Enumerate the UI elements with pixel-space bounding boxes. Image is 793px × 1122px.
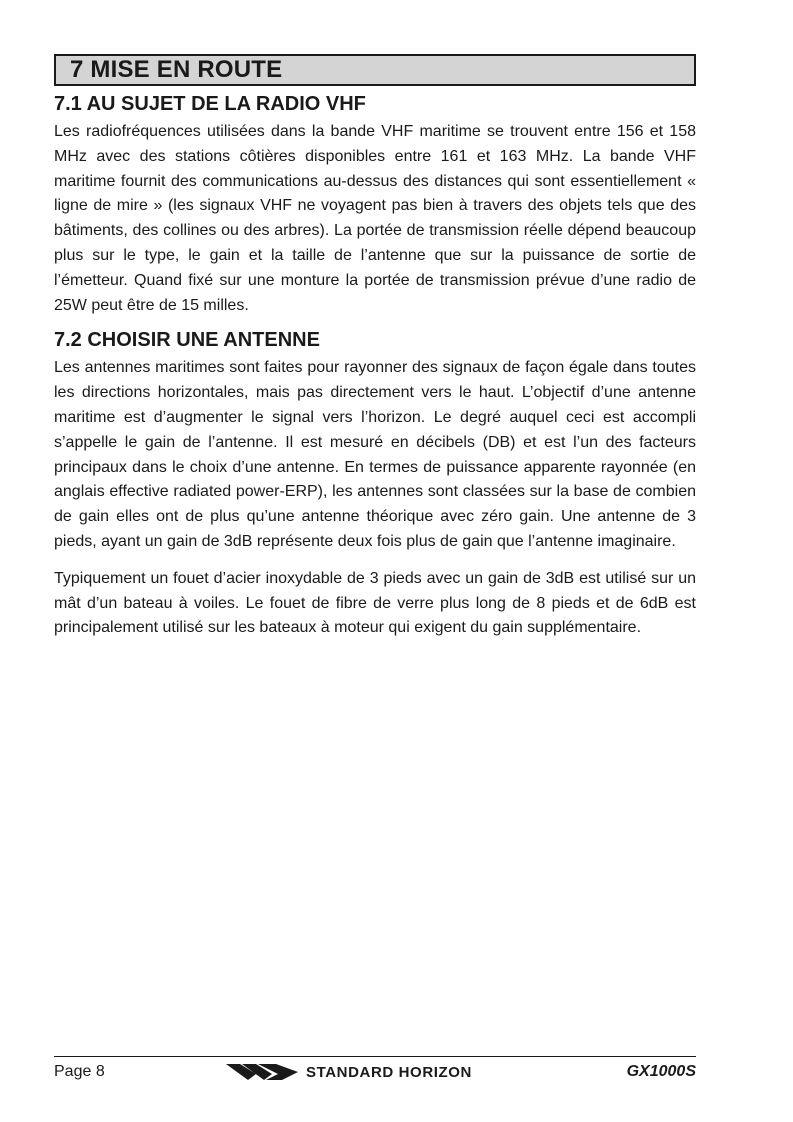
page-number: Page 8 (54, 1063, 105, 1080)
paragraph-radio-vhf: Les radiofréquences utilisées dans la bande VHF maritime se trouvent entre 156 et 158 MHz avec des stations côtières disponibles entre 161 et 163 MHz. La bande VHF maritime fournit des communications au-dessus des distances qui sont essentiellement « ligne de mire » (les signaux VHF ne voyagent pas bien à travers des objets tels que des bâtiments, des collines ou des arbres). La portée de transmission réelle dépend beaucoup plus sur le type, le gain et la taille de l’antenne que sur la puissance de sortie de l’émetteur. Quand fixé sur une monture la portée de transmission prévue d’une radio de 25W peut être de 15 milles. (54, 123, 696, 314)
standard-horizon-wave-icon (226, 1062, 298, 1082)
page-footer (54, 1056, 696, 1087)
paragraph-antenna-gain: Les antennes maritimes sont faites pour rayonner des signaux de façon égale dans toutes les directions horizontales, mais pas directement vers le haut. L’objectif d’une antenne maritime est d’augmenter le signal vers l’horizon. Le degré auquel ceci est accompli s’appelle le gain de l’antenne. Il est mesuré en décibels (DB) et est l’un des facteurs principaux dans le choix d’une antenne. En termes de puissance apparente rayonnée (en anglais effective radiated power-ERP), les antennes sont classées sur la base de combien de gain elles ont de plus qu’une antenne théorique avec zéro gain. Une antenne de 3 pieds, ayant un gain de 3dB représente deux fois plus de gain que l’antenne imaginaire. (54, 359, 696, 550)
chapter-header (54, 54, 696, 86)
section-title-radio-vhf: 7.1 AU SUJET DE LA RADIO VHF (54, 93, 366, 115)
section-radio-vhf (54, 92, 696, 318)
brand-logo (226, 1062, 472, 1082)
model-name: GX1000S (626, 1063, 696, 1080)
manual-page (54, 54, 696, 641)
paragraph-antenna-types: Typiquement un fouet d’acier inoxydable de 3 pieds avec un gain de 3dB est utilisé sur un mât d’un bateau à voiles. Le fouet de fibre de verre plus long de 8 pieds et de 6dB est principalement utilisé sur les bateaux à moteur qui exigent du gain supplémentaire. (54, 569, 696, 637)
chapter-title: 7 MISE EN ROUTE (70, 56, 283, 83)
brand-name: STANDARD HORIZON (306, 1063, 472, 1081)
section-antenna (54, 328, 696, 641)
section-title-antenna: 7.2 CHOISIR UNE ANTENNE (54, 329, 320, 352)
